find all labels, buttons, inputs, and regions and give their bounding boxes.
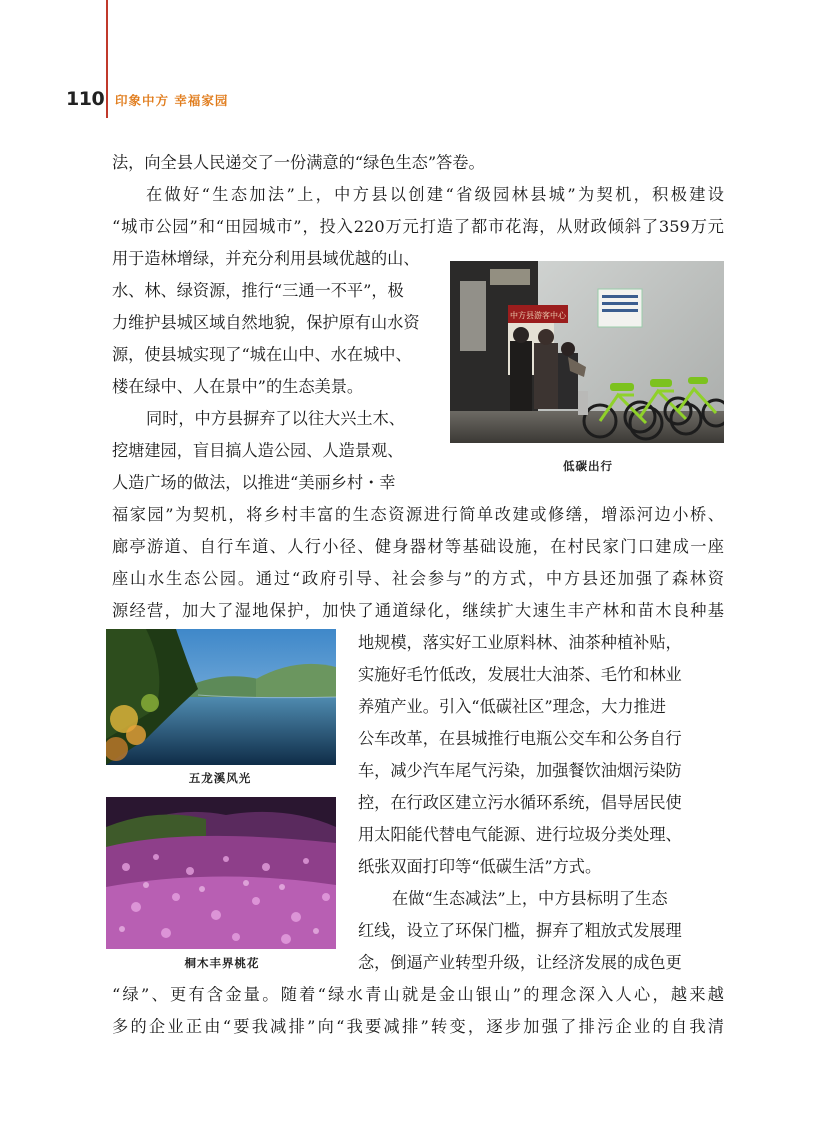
body-line: 红线，设立了环保门槛，摒弃了粗放式发展理	[358, 921, 682, 940]
body-line: 人造广场的做法，以推进“美丽乡村・幸	[112, 473, 396, 492]
bike-photo-caption: 低碳出行	[563, 459, 613, 473]
page-number: 110	[66, 88, 105, 110]
body-line: 养殖产业。引入“低碳社区”理念，大力推进	[358, 697, 666, 716]
peach-blossom-photo	[106, 797, 336, 949]
body-line: 念，倒逼产业转型升级，让经济发展的成色更	[358, 953, 682, 972]
body-line: 源，使县城实现了“城在山中、水在城中、	[112, 345, 412, 364]
body-line: 源经营，加大了湿地保护，加快了通道绿化，继续扩大速生丰产林和苗木良种基	[112, 601, 724, 620]
body-line: 用于造林增绿，并充分利用县域优越的山、	[112, 249, 420, 268]
body-line: 法，向全县人民递交了一份满意的“绿色生态”答卷。	[112, 153, 485, 172]
body-line: 公车改革，在县城推行电瓶公交车和公务自行	[358, 729, 682, 748]
body-line: 控，在行政区建立污水循环系统，倡导居民使	[358, 793, 682, 812]
lake-photo	[106, 629, 336, 765]
body-line: 地规模，落实好工业原料林、油茶种植补贴，	[358, 633, 682, 652]
body-line: 福家园”为契机，将乡村丰富的生态资源进行简单改建或修缮，增添河边小桥、	[112, 505, 724, 524]
body-line: 在做“生态减法”上，中方县标明了生态	[392, 889, 668, 908]
sign-text: 中方县游客中心	[510, 311, 566, 320]
body-line: 座山水生态公园。通过“政府引导、社会参与”的方式，中方县还加强了森林资	[112, 569, 724, 588]
body-line: 纸张双面打印等“低碳生活”方式。	[358, 857, 602, 876]
body-line: 车，减少汽车尾气污染，加强餐饮油烟污染防	[358, 761, 682, 780]
section-title: 印象中方 幸福家园	[115, 93, 229, 108]
bike-rental-photo	[450, 261, 724, 443]
body-line: 力维护县城区域自然地貌，保护原有山水资	[112, 313, 420, 332]
body-line: 用太阳能代替电气能源、进行垃圾分类处理、	[358, 825, 682, 844]
body-line: 廊亭游道、自行车道、人行小径、健身器材等基础设施，在村民家门口建成一座	[112, 537, 724, 556]
header-rule	[106, 0, 108, 118]
body-line: “城市公园”和“田园城市”，投入220万元打造了都市花海，从财政倾斜了359万元	[112, 217, 724, 236]
peach-photo-caption: 桐木丰界桃花	[184, 956, 260, 970]
lake-photo-caption: 五龙溪风光	[188, 771, 252, 785]
body-line: “绿”、更有含金量。随着“绿水青山就是金山银山”的理念深入人心，越来越	[112, 985, 724, 1004]
body-line: 水、林、绿资源，推行“三通一不平”，极	[112, 281, 404, 300]
body-line: 在做好“生态加法”上，中方县以创建“省级园林县城”为契机，积极建设	[146, 185, 724, 204]
body-line: 同时，中方县摒弃了以往大兴土木、	[146, 409, 405, 428]
body-line: 楼在绿中、人在景中”的生态美景。	[112, 377, 364, 396]
body-line: 挖塘建园，盲目搞人造公园、人造景观、	[112, 441, 404, 460]
body-line: 多的企业正由“要我减排”向“我要减排”转变，逐步加强了排污企业的自我清	[112, 1017, 724, 1036]
body-line: 实施好毛竹低改，发展壮大油茶、毛竹和林业	[358, 665, 682, 684]
